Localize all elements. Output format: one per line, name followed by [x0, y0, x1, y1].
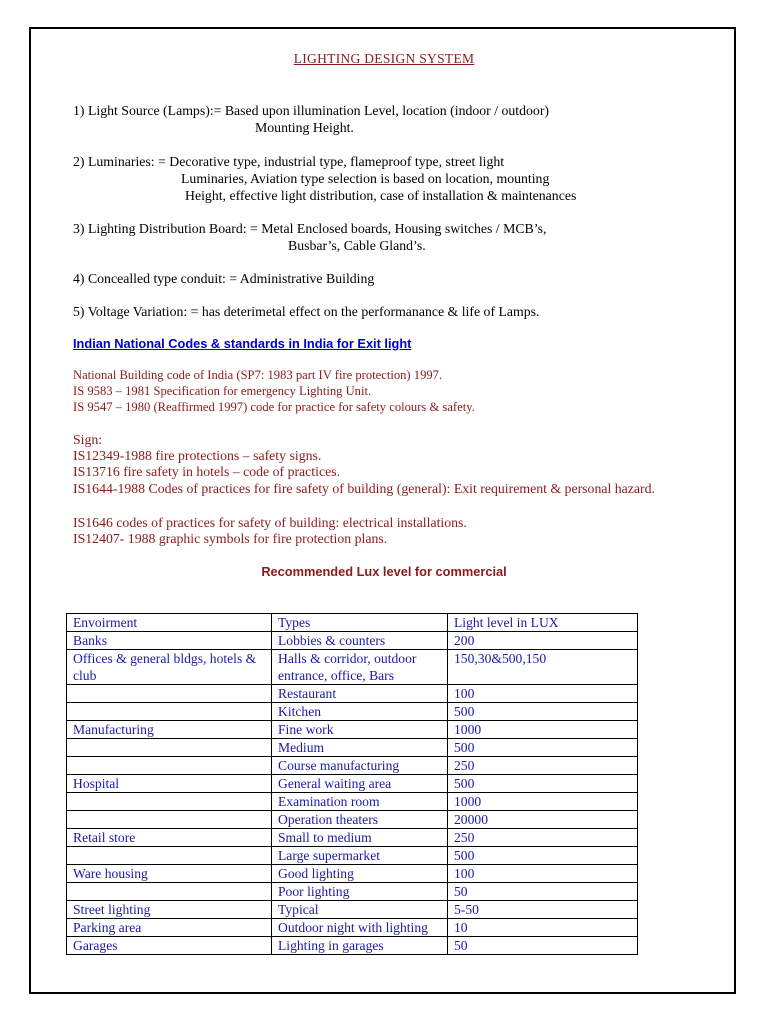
cell-lux: 50: [448, 937, 638, 955]
cell-lux: 250: [448, 829, 638, 847]
cell-lux: 50: [448, 883, 638, 901]
cell-lux: 20000: [448, 811, 638, 829]
cell-type: Large supermarket: [272, 847, 448, 865]
item-distribution-board: 3) Lighting Distribution Board: = Metal Enclosed boards, Housing switches / MCB’s,: [73, 221, 547, 236]
cell-type: Examination room: [272, 793, 448, 811]
sign-line: IS1644-1988 Codes of practices for fire safety of building (general): Exit requirement & personal hazard.: [73, 481, 655, 496]
table-row: [67, 937, 638, 955]
cell-type: Typical: [272, 901, 448, 919]
codes-heading: Indian National Codes & standards in India for Exit light: [73, 336, 412, 351]
item-voltage-variation: 5) Voltage Variation: = has deterimetal effect on the performanance & life of Lamps.: [73, 304, 540, 319]
table-row: [67, 847, 638, 865]
item-luminaries-cont-2: Height, effective light distribution, case of installation & maintenances: [185, 188, 577, 203]
cell-type: General waiting area: [272, 775, 448, 793]
table-row: [67, 811, 638, 829]
item-luminaries: 2) Luminaries: = Decorative type, industrial type, flameproof type, street light: [73, 154, 505, 169]
cell-lux: 500: [448, 739, 638, 757]
code-line: National Building code of India (SP7: 1983 part IV fire protection) 1997.: [73, 368, 443, 382]
table-row: [67, 901, 638, 919]
cell-type: Kitchen: [272, 703, 448, 721]
table-row: [67, 829, 638, 847]
item-conduit: 4) Concealled type conduit: = Administrative Building: [73, 271, 375, 286]
table-row: [67, 739, 638, 757]
table-row: [67, 883, 638, 901]
cell-environment: [67, 793, 272, 811]
cell-type: Lobbies & counters: [272, 632, 448, 650]
cell-environment: Banks: [67, 632, 272, 650]
cell-type: Outdoor night with lighting: [272, 919, 448, 937]
code-line: IS 9583 – 1981 Specification for emergency Lighting Unit.: [73, 384, 372, 398]
cell-lux: 150,30&500,150: [448, 650, 638, 685]
table-row: [67, 775, 638, 793]
cell-type: Course manufacturing: [272, 757, 448, 775]
table-row: [67, 685, 638, 703]
cell-environment: [67, 757, 272, 775]
cell-environment: Ware housing: [67, 865, 272, 883]
header-cell: Envoirment: [67, 614, 272, 632]
table-row: [67, 793, 638, 811]
lux-heading: Recommended Lux level for commercial: [261, 564, 507, 579]
header-cell: Types: [272, 614, 448, 632]
cell-environment: [67, 847, 272, 865]
cell-environment: [67, 685, 272, 703]
table-row: [67, 919, 638, 937]
cell-environment: Manufacturing: [67, 721, 272, 739]
table-row: [67, 721, 638, 739]
cell-lux: 500: [448, 703, 638, 721]
cell-environment: [67, 739, 272, 757]
sign-line: IS13716 fire safety in hotels – code of practices.: [73, 464, 341, 479]
cell-lux: 5-50: [448, 901, 638, 919]
cell-lux: 1000: [448, 721, 638, 739]
cell-type: Restaurant: [272, 685, 448, 703]
cell-lux: 500: [448, 775, 638, 793]
cell-environment: [67, 703, 272, 721]
item-distribution-board-cont: Busbar’s, Cable Gland’s.: [288, 238, 426, 253]
table-row: [67, 757, 638, 775]
cell-type: Operation theaters: [272, 811, 448, 829]
cell-lux: 250: [448, 757, 638, 775]
table-row: [67, 650, 638, 685]
cell-lux: 10: [448, 919, 638, 937]
cell-lux: 200: [448, 632, 638, 650]
code-line: IS 9547 – 1980 (Reaffirmed 1997) code for practice for safety colours & safety.: [73, 400, 475, 414]
cell-lux: 500: [448, 847, 638, 865]
cell-type: Medium: [272, 739, 448, 757]
cell-environment: Hospital: [67, 775, 272, 793]
cell-environment: Street lighting: [67, 901, 272, 919]
sign-line: IS12407- 1988 graphic symbols for fire protection plans.: [73, 531, 388, 546]
cell-type: Small to medium: [272, 829, 448, 847]
table-header-row: [67, 614, 638, 632]
sign-line: IS1646 codes of practices for safety of building: electrical installations.: [73, 515, 467, 530]
cell-lux: 1000: [448, 793, 638, 811]
lux-table: [66, 613, 638, 955]
cell-lux: 100: [448, 865, 638, 883]
table-row: [67, 632, 638, 650]
item-light-source-cont: Mounting Height.: [255, 120, 354, 135]
table-row: [67, 865, 638, 883]
sign-line: IS12349-1988 fire protections – safety signs.: [73, 448, 322, 463]
cell-environment: [67, 883, 272, 901]
table-row: [67, 703, 638, 721]
cell-type: Poor lighting: [272, 883, 448, 901]
cell-lux: 100: [448, 685, 638, 703]
page-title: LIGHTING DESIGN SYSTEM: [293, 51, 475, 66]
item-light-source: 1) Light Source (Lamps):= Based upon illumination Level, location (indoor / outdoor): [73, 103, 550, 118]
cell-environment: [67, 811, 272, 829]
cell-environment: Offices & general bldgs, hotels & club: [67, 650, 272, 685]
cell-type: Fine work: [272, 721, 448, 739]
cell-environment: Retail store: [67, 829, 272, 847]
cell-environment: Garages: [67, 937, 272, 955]
header-cell: Light level in LUX: [448, 614, 638, 632]
cell-type: Lighting in garages: [272, 937, 448, 955]
cell-type: Good lighting: [272, 865, 448, 883]
item-luminaries-cont-1: Luminaries, Aviation type selection is based on location, mounting: [181, 171, 550, 186]
cell-type: Halls & corridor, outdoor entrance, office, Bars: [272, 650, 448, 685]
sign-label: Sign:: [73, 432, 103, 447]
cell-environment: Parking area: [67, 919, 272, 937]
